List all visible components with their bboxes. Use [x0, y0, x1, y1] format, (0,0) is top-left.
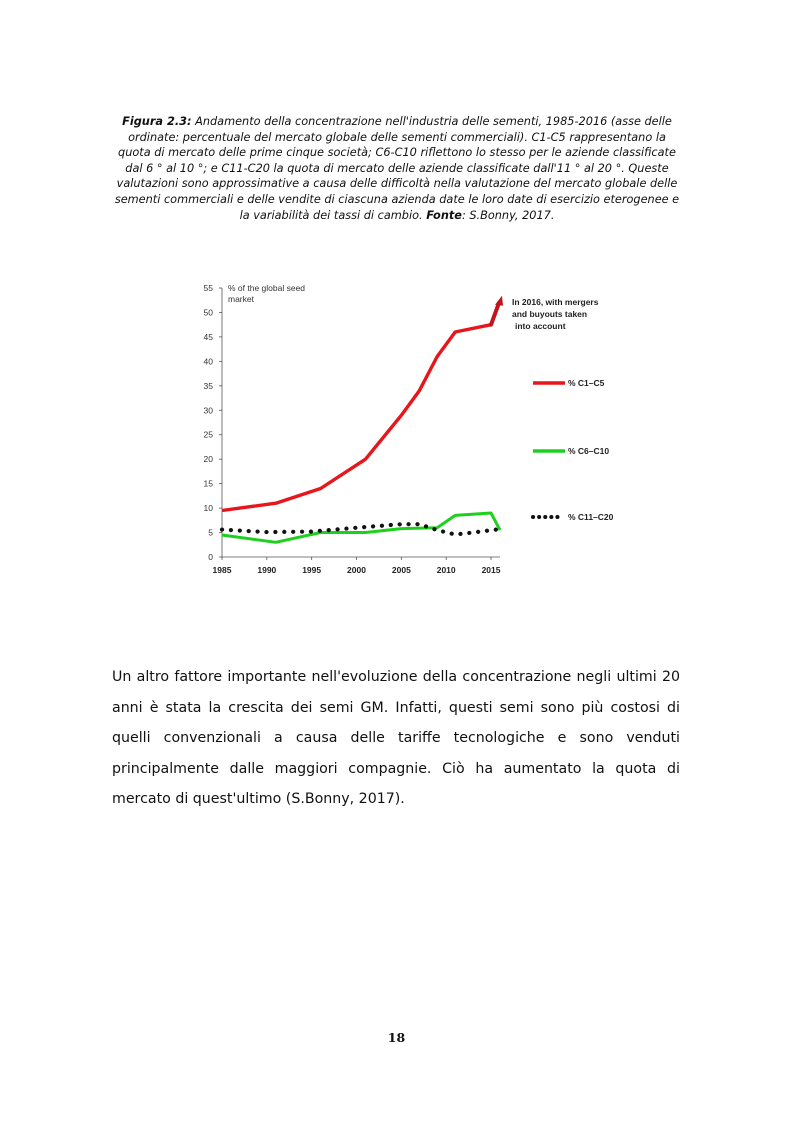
merger-segment: [491, 303, 499, 325]
y-tick-label: 15: [203, 478, 213, 489]
caption-source-text: : S.Bonny, 2017.: [461, 208, 555, 222]
y-tick-label: 25: [203, 429, 213, 440]
chart-labels: [204, 283, 599, 575]
y-tick-label: 40: [203, 356, 213, 367]
y-axis-label: market: [228, 294, 254, 304]
y-tick-label: 55: [203, 283, 213, 293]
merger-annotation: into account: [515, 321, 566, 331]
merger-arrowhead: [495, 296, 503, 306]
figure-caption: [112, 114, 682, 223]
y-tick-label: 50: [203, 307, 213, 318]
x-tick-label: 1990: [257, 565, 277, 575]
legend-label: % C6–C10: [568, 446, 610, 456]
seed-market-chart: [196, 276, 626, 582]
body-paragraph: Un altro fattore importante nell'evoluzione della concentrazione negli ultimi 20 anni è stata la crescita dei semi GM. Infatti, questi semi sono più costosi di quelli convenzionali a causa delle tariffe tecnologiche e sono venduti principalmente dalle maggiori compagnie. Ciò ha aumentato la quota di mercato di quest'ultimo (S.Bonny, 2017).: [112, 669, 680, 807]
y-tick-label: 45: [203, 331, 213, 342]
y-tick-label: 35: [203, 380, 213, 391]
y-axis-label: % of the global seed: [228, 283, 306, 293]
y-tick-label: 0: [208, 552, 213, 562]
legend-label: % C11–C20: [568, 512, 614, 522]
y-tick-label: 30: [203, 405, 213, 416]
caption-label: Figura 2.3:: [122, 115, 192, 128]
y-tick-label: 10: [203, 503, 213, 514]
x-tick-label: 2015: [481, 565, 501, 575]
chart-legend: [533, 378, 614, 522]
series-line-c6-c10: [222, 513, 500, 542]
x-tick-label: 2000: [347, 565, 366, 575]
x-tick-label: 1995: [302, 565, 322, 575]
merger-annotation: and buyouts taken: [512, 309, 588, 319]
page-number: 18: [387, 1030, 406, 1045]
x-tick-label: 2005: [391, 565, 411, 575]
chart-series-layer: [222, 296, 503, 543]
x-tick-label: 1985: [212, 565, 232, 575]
x-tick-label: 2010: [436, 565, 456, 575]
caption-text: Andamento della concentrazione nell'industria delle sementi, 1985-2016 (asse delle ordinate: percentuale del mercato globale delle sementi commerciali). C1-C5 rappresentano la quota di mercato delle prime cinque società; C6-C10 riflettono lo stesso per le aziende classificate dal 6 ° al 10 °; e C11-C20 la quota di mercato delle aziende classificate dall'11 ° al 20 °. Queste valutazioni sono approssimative a causa delle difficoltà nella valutazione del mercato globale delle sementi commerciali e delle vendite di ciascuna azienda date le loro date di esercizio eterogenee e la variabilità dei tassi di cambio.: [114, 115, 680, 222]
y-tick-label: 5: [208, 527, 213, 538]
series-line-c1-c5: [222, 325, 491, 511]
chart-axes: [219, 288, 500, 560]
legend-label: % C1–C5: [568, 378, 605, 388]
chart-svg: [196, 276, 626, 582]
merger-annotation: In 2016, with mergers: [512, 297, 599, 307]
caption-source-label: Fonte: [426, 208, 462, 222]
y-tick-label: 20: [203, 454, 213, 465]
